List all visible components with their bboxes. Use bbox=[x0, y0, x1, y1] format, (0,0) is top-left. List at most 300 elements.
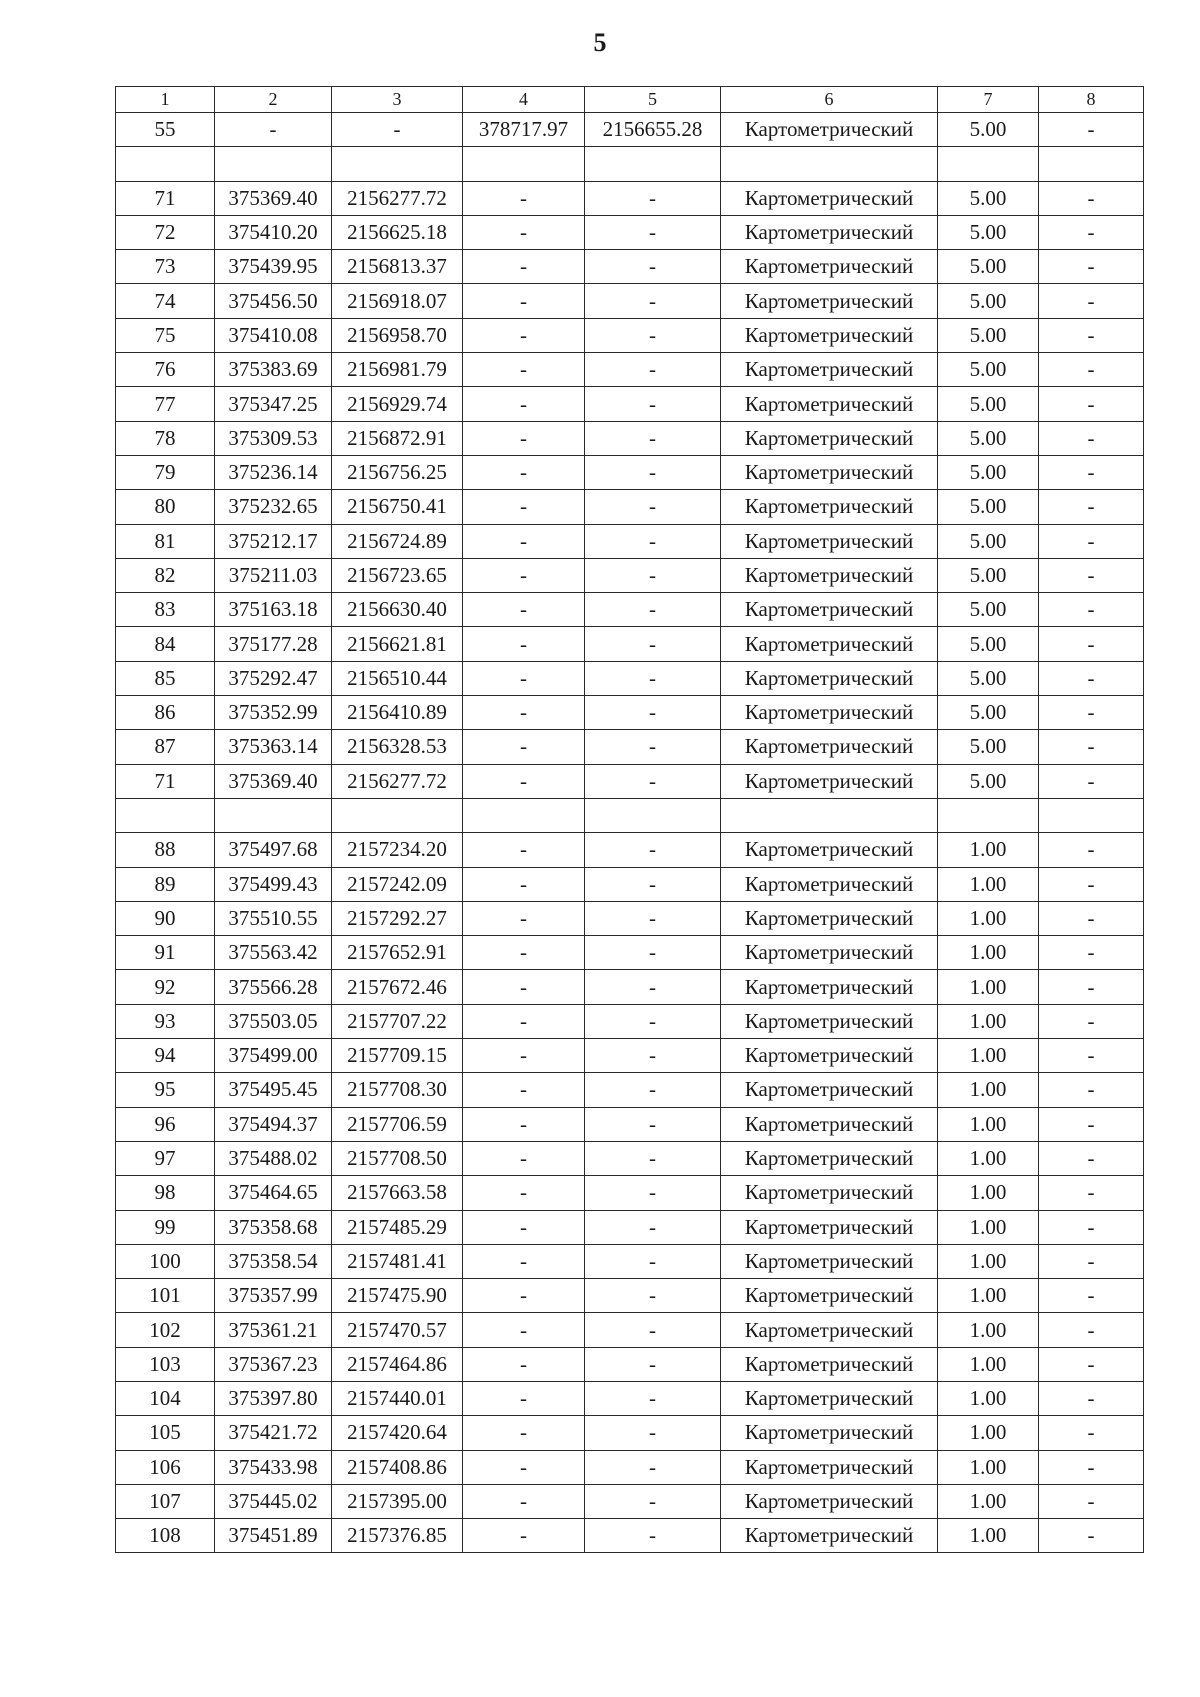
table-cell: 2157242.09 bbox=[332, 867, 463, 901]
table-row bbox=[116, 113, 1144, 147]
table-cell: Картометрический bbox=[721, 970, 938, 1004]
table-cell: Картометрический bbox=[721, 490, 938, 524]
table-cell: 88 bbox=[116, 833, 215, 867]
table-row bbox=[116, 1039, 1144, 1073]
table-row bbox=[116, 490, 1144, 524]
table-cell: - bbox=[1039, 867, 1144, 901]
table-cell: - bbox=[1039, 1519, 1144, 1553]
table-row bbox=[116, 661, 1144, 695]
table-cell: - bbox=[585, 1176, 721, 1210]
table-cell: 1.00 bbox=[938, 1141, 1039, 1175]
table-cell: - bbox=[1039, 1484, 1144, 1518]
table-cell: 1.00 bbox=[938, 1519, 1039, 1553]
table-cell: - bbox=[1039, 1416, 1144, 1450]
table-cell: - bbox=[463, 353, 585, 387]
table-cell: Картометрический bbox=[721, 1244, 938, 1278]
table-row bbox=[116, 833, 1144, 867]
table-cell: 375309.53 bbox=[215, 421, 332, 455]
table-cell: 375421.72 bbox=[215, 1416, 332, 1450]
table-cell: - bbox=[463, 1073, 585, 1107]
table-cell: 375566.28 bbox=[215, 970, 332, 1004]
separator-row bbox=[116, 798, 1144, 832]
table-cell: 2156630.40 bbox=[332, 593, 463, 627]
table-cell: - bbox=[585, 661, 721, 695]
table-cell: Картометрический bbox=[721, 1519, 938, 1553]
table-cell: 5.00 bbox=[938, 387, 1039, 421]
table-cell: - bbox=[585, 558, 721, 592]
table-cell: Картометрический bbox=[721, 593, 938, 627]
table-cell: - bbox=[463, 524, 585, 558]
table-cell: - bbox=[463, 593, 585, 627]
table-cell: 1.00 bbox=[938, 1073, 1039, 1107]
table-cell: 82 bbox=[116, 558, 215, 592]
table-cell: 100 bbox=[116, 1244, 215, 1278]
table-cell: - bbox=[463, 1279, 585, 1313]
table-cell: - bbox=[585, 1381, 721, 1415]
table-cell: 2157663.58 bbox=[332, 1176, 463, 1210]
table-cell: 2156918.07 bbox=[332, 284, 463, 318]
table-cell: Картометрический bbox=[721, 833, 938, 867]
table-cell: 2157464.86 bbox=[332, 1347, 463, 1381]
table-cell: - bbox=[463, 490, 585, 524]
table-cell: - bbox=[1039, 730, 1144, 764]
table-cell: Картометрический bbox=[721, 696, 938, 730]
table-cell: 2157376.85 bbox=[332, 1519, 463, 1553]
table-cell: Картометрический bbox=[721, 318, 938, 352]
table-cell: - bbox=[1039, 250, 1144, 284]
table-cell: 5.00 bbox=[938, 353, 1039, 387]
table-cell: Картометрический bbox=[721, 1004, 938, 1038]
table-cell: - bbox=[1039, 593, 1144, 627]
table-cell: 2157395.00 bbox=[332, 1484, 463, 1518]
table-row bbox=[116, 353, 1144, 387]
table-cell: 95 bbox=[116, 1073, 215, 1107]
table-cell: - bbox=[463, 284, 585, 318]
empty-cell bbox=[938, 147, 1039, 181]
table-cell: Картометрический bbox=[721, 1210, 938, 1244]
empty-cell bbox=[463, 798, 585, 832]
table-cell: - bbox=[463, 318, 585, 352]
table-cell: 75 bbox=[116, 318, 215, 352]
table-cell: 1.00 bbox=[938, 1450, 1039, 1484]
table-cell: - bbox=[332, 113, 463, 147]
table-cell: - bbox=[463, 1381, 585, 1415]
table-cell: 78 bbox=[116, 421, 215, 455]
table-cell: - bbox=[585, 215, 721, 249]
table-cell: 375358.54 bbox=[215, 1244, 332, 1278]
table-cell: Картометрический bbox=[721, 1313, 938, 1347]
table-cell: - bbox=[1039, 627, 1144, 661]
table-cell: 375211.03 bbox=[215, 558, 332, 592]
table-cell: 5.00 bbox=[938, 696, 1039, 730]
table-cell: 375163.18 bbox=[215, 593, 332, 627]
table-cell: 5.00 bbox=[938, 318, 1039, 352]
table-cell: Картометрический bbox=[721, 730, 938, 764]
table-cell: 105 bbox=[116, 1416, 215, 1450]
table-cell: 86 bbox=[116, 696, 215, 730]
table-cell: - bbox=[463, 387, 585, 421]
empty-cell bbox=[585, 798, 721, 832]
table-cell: 5.00 bbox=[938, 730, 1039, 764]
table-cell: - bbox=[463, 421, 585, 455]
table-cell: Картометрический bbox=[721, 353, 938, 387]
column-header: 1 bbox=[116, 87, 215, 113]
column-header: 8 bbox=[1039, 87, 1144, 113]
table-cell: 72 bbox=[116, 215, 215, 249]
table-cell: 375456.50 bbox=[215, 284, 332, 318]
table-cell: 103 bbox=[116, 1347, 215, 1381]
table-cell: 375488.02 bbox=[215, 1141, 332, 1175]
table-cell: - bbox=[1039, 490, 1144, 524]
table-row bbox=[116, 181, 1144, 215]
table-row bbox=[116, 284, 1144, 318]
table-cell: 102 bbox=[116, 1313, 215, 1347]
table-cell: 2156410.89 bbox=[332, 696, 463, 730]
table-cell: 2156723.65 bbox=[332, 558, 463, 592]
column-header: 6 bbox=[721, 87, 938, 113]
table-cell: - bbox=[1039, 1004, 1144, 1038]
table-cell: 71 bbox=[116, 764, 215, 798]
table-cell: Картометрический bbox=[721, 627, 938, 661]
table-row bbox=[116, 318, 1144, 352]
table-cell: 5.00 bbox=[938, 593, 1039, 627]
table-cell: Картометрический bbox=[721, 1484, 938, 1518]
table-row bbox=[116, 524, 1144, 558]
table-cell: - bbox=[463, 833, 585, 867]
table-cell: 2157481.41 bbox=[332, 1244, 463, 1278]
table-cell: 375503.05 bbox=[215, 1004, 332, 1038]
table-row bbox=[116, 1004, 1144, 1038]
table-cell: - bbox=[463, 1313, 585, 1347]
empty-cell bbox=[721, 798, 938, 832]
column-header: 5 bbox=[585, 87, 721, 113]
table-cell: - bbox=[585, 1484, 721, 1518]
table-cell: 1.00 bbox=[938, 936, 1039, 970]
table-cell: - bbox=[1039, 1107, 1144, 1141]
table-cell: Картометрический bbox=[721, 1416, 938, 1450]
table-cell: 2156958.70 bbox=[332, 318, 463, 352]
table-cell: Картометрический bbox=[721, 1381, 938, 1415]
table-cell: 90 bbox=[116, 901, 215, 935]
empty-cell bbox=[116, 798, 215, 832]
table-cell: - bbox=[1039, 833, 1144, 867]
table-cell: 2157475.90 bbox=[332, 1279, 463, 1313]
table-cell: 375494.37 bbox=[215, 1107, 332, 1141]
table-cell: 375369.40 bbox=[215, 764, 332, 798]
table-cell: 375212.17 bbox=[215, 524, 332, 558]
table-row bbox=[116, 730, 1144, 764]
table-cell: 5.00 bbox=[938, 421, 1039, 455]
table-cell: 2157485.29 bbox=[332, 1210, 463, 1244]
table-cell: Картометрический bbox=[721, 421, 938, 455]
table-cell: 375347.25 bbox=[215, 387, 332, 421]
table-cell: 2156655.28 bbox=[585, 113, 721, 147]
table-cell: 98 bbox=[116, 1176, 215, 1210]
table-cell: 375357.99 bbox=[215, 1279, 332, 1313]
table-cell: 2156724.89 bbox=[332, 524, 463, 558]
table-cell: 1.00 bbox=[938, 1004, 1039, 1038]
table-cell: - bbox=[463, 901, 585, 935]
table-row bbox=[116, 1381, 1144, 1415]
table-cell: - bbox=[463, 1039, 585, 1073]
table-cell: 55 bbox=[116, 113, 215, 147]
table-cell: 76 bbox=[116, 353, 215, 387]
table-cell: 375495.45 bbox=[215, 1073, 332, 1107]
table-cell: 1.00 bbox=[938, 1484, 1039, 1518]
table-cell: - bbox=[463, 627, 585, 661]
table-cell: - bbox=[1039, 1039, 1144, 1073]
table-cell: 106 bbox=[116, 1450, 215, 1484]
table-cell: - bbox=[585, 250, 721, 284]
table-cell: 2156872.91 bbox=[332, 421, 463, 455]
table-cell: 375439.95 bbox=[215, 250, 332, 284]
table-cell: - bbox=[1039, 524, 1144, 558]
table-cell: - bbox=[1039, 1141, 1144, 1175]
table-cell: - bbox=[585, 936, 721, 970]
table-cell: - bbox=[463, 455, 585, 489]
empty-cell bbox=[215, 798, 332, 832]
table-cell: 1.00 bbox=[938, 1176, 1039, 1210]
table-cell: - bbox=[1039, 1244, 1144, 1278]
table-cell: - bbox=[1039, 421, 1144, 455]
table-cell: 2157707.22 bbox=[332, 1004, 463, 1038]
table-cell: - bbox=[585, 284, 721, 318]
table-cell: 375369.40 bbox=[215, 181, 332, 215]
table-cell: 375383.69 bbox=[215, 353, 332, 387]
table-cell: - bbox=[1039, 1450, 1144, 1484]
table-row bbox=[116, 1073, 1144, 1107]
table-cell: - bbox=[463, 1519, 585, 1553]
table-cell: 97 bbox=[116, 1141, 215, 1175]
table-cell: Картометрический bbox=[721, 1141, 938, 1175]
table-cell: 1.00 bbox=[938, 1416, 1039, 1450]
table-cell: - bbox=[585, 1004, 721, 1038]
table-cell: - bbox=[463, 1210, 585, 1244]
table-cell: 375397.80 bbox=[215, 1381, 332, 1415]
table-cell: 1.00 bbox=[938, 867, 1039, 901]
table-cell: 2157470.57 bbox=[332, 1313, 463, 1347]
table-cell: - bbox=[1039, 1176, 1144, 1210]
table-cell: 5.00 bbox=[938, 627, 1039, 661]
table-cell: - bbox=[1039, 1313, 1144, 1347]
table-cell: 1.00 bbox=[938, 970, 1039, 1004]
table-cell: 2156277.72 bbox=[332, 764, 463, 798]
table-row bbox=[116, 1176, 1144, 1210]
table-cell: 5.00 bbox=[938, 284, 1039, 318]
table-row bbox=[116, 1244, 1144, 1278]
table-row bbox=[116, 1450, 1144, 1484]
table-cell: 81 bbox=[116, 524, 215, 558]
table-cell: 378717.97 bbox=[463, 113, 585, 147]
table-cell: - bbox=[463, 558, 585, 592]
table-cell: - bbox=[585, 1519, 721, 1553]
table-cell: Картометрический bbox=[721, 661, 938, 695]
table-cell: 375358.68 bbox=[215, 1210, 332, 1244]
table-cell: Картометрический bbox=[721, 1279, 938, 1313]
table-row bbox=[116, 1210, 1144, 1244]
table-cell: Картометрический bbox=[721, 181, 938, 215]
table-cell: - bbox=[1039, 901, 1144, 935]
table-cell: - bbox=[1039, 1381, 1144, 1415]
table-cell: - bbox=[1039, 970, 1144, 1004]
table-cell: 2157234.20 bbox=[332, 833, 463, 867]
table-cell: 375292.47 bbox=[215, 661, 332, 695]
table-cell: - bbox=[585, 593, 721, 627]
table-cell: Картометрический bbox=[721, 901, 938, 935]
table-cell: 2157420.64 bbox=[332, 1416, 463, 1450]
table-cell: 101 bbox=[116, 1279, 215, 1313]
column-header: 3 bbox=[332, 87, 463, 113]
table-cell: - bbox=[463, 1244, 585, 1278]
table-cell: - bbox=[585, 901, 721, 935]
table-cell: - bbox=[585, 318, 721, 352]
table-cell: - bbox=[585, 764, 721, 798]
table-cell: 375410.08 bbox=[215, 318, 332, 352]
table-cell: - bbox=[585, 387, 721, 421]
table-header-row bbox=[116, 87, 1144, 113]
table-row bbox=[116, 1279, 1144, 1313]
table-cell: 94 bbox=[116, 1039, 215, 1073]
table-cell: - bbox=[1039, 661, 1144, 695]
table-row bbox=[116, 1484, 1144, 1518]
table-cell: - bbox=[585, 455, 721, 489]
table-cell: - bbox=[463, 1141, 585, 1175]
table-row bbox=[116, 250, 1144, 284]
coordinates-table bbox=[115, 86, 1144, 1553]
table-cell: 2156328.53 bbox=[332, 730, 463, 764]
table-row bbox=[116, 1416, 1144, 1450]
table-cell: 87 bbox=[116, 730, 215, 764]
table-row bbox=[116, 1519, 1144, 1553]
table-cell: Картометрический bbox=[721, 1450, 938, 1484]
empty-cell bbox=[215, 147, 332, 181]
table-cell: 92 bbox=[116, 970, 215, 1004]
table-row bbox=[116, 1107, 1144, 1141]
table-row bbox=[116, 455, 1144, 489]
table-cell: - bbox=[463, 1004, 585, 1038]
table-cell: 375433.98 bbox=[215, 1450, 332, 1484]
table-cell: - bbox=[463, 696, 585, 730]
table-cell: 96 bbox=[116, 1107, 215, 1141]
table-cell: - bbox=[463, 181, 585, 215]
table-cell: 1.00 bbox=[938, 1313, 1039, 1347]
table-cell: 2157708.30 bbox=[332, 1073, 463, 1107]
table-cell: 375510.55 bbox=[215, 901, 332, 935]
table-cell: - bbox=[1039, 1279, 1144, 1313]
table-cell: 2157706.59 bbox=[332, 1107, 463, 1141]
table-cell: 1.00 bbox=[938, 833, 1039, 867]
table-cell: - bbox=[585, 1279, 721, 1313]
table-cell: - bbox=[463, 215, 585, 249]
table-cell: 375236.14 bbox=[215, 455, 332, 489]
table-cell: 5.00 bbox=[938, 215, 1039, 249]
table-cell: - bbox=[463, 1416, 585, 1450]
table-cell: 2157652.91 bbox=[332, 936, 463, 970]
table-cell: - bbox=[585, 490, 721, 524]
table-cell: 2156277.72 bbox=[332, 181, 463, 215]
table-cell: 1.00 bbox=[938, 1039, 1039, 1073]
table-cell: - bbox=[585, 1039, 721, 1073]
table-cell: 5.00 bbox=[938, 250, 1039, 284]
table-cell: 1.00 bbox=[938, 1347, 1039, 1381]
table-row bbox=[116, 558, 1144, 592]
empty-cell bbox=[116, 147, 215, 181]
table-cell: 2157440.01 bbox=[332, 1381, 463, 1415]
table-cell: - bbox=[585, 1416, 721, 1450]
table-cell: Картометрический bbox=[721, 250, 938, 284]
table-cell: - bbox=[585, 1313, 721, 1347]
table-cell: 375361.21 bbox=[215, 1313, 332, 1347]
table-cell: 104 bbox=[116, 1381, 215, 1415]
table-cell: - bbox=[463, 970, 585, 1004]
table-cell: 5.00 bbox=[938, 490, 1039, 524]
table-cell: - bbox=[463, 730, 585, 764]
column-header: 4 bbox=[463, 87, 585, 113]
table-row bbox=[116, 1347, 1144, 1381]
table-cell: Картометрический bbox=[721, 215, 938, 249]
table-cell: 5.00 bbox=[938, 661, 1039, 695]
table-cell: 99 bbox=[116, 1210, 215, 1244]
table-cell: - bbox=[585, 181, 721, 215]
table-cell: - bbox=[463, 250, 585, 284]
table-cell: 5.00 bbox=[938, 558, 1039, 592]
table-cell: - bbox=[1039, 455, 1144, 489]
table-row bbox=[116, 901, 1144, 935]
table-cell: - bbox=[585, 730, 721, 764]
table-cell: 1.00 bbox=[938, 1381, 1039, 1415]
table-cell: Картометрический bbox=[721, 1073, 938, 1107]
table-cell: 85 bbox=[116, 661, 215, 695]
table-cell: - bbox=[1039, 318, 1144, 352]
table-row bbox=[116, 215, 1144, 249]
table-cell: 2156510.44 bbox=[332, 661, 463, 695]
table-cell: - bbox=[585, 1244, 721, 1278]
empty-cell bbox=[332, 147, 463, 181]
table-cell: 375563.42 bbox=[215, 936, 332, 970]
table-cell: Картометрический bbox=[721, 867, 938, 901]
table-cell: 375177.28 bbox=[215, 627, 332, 661]
table-cell: - bbox=[1039, 284, 1144, 318]
table-cell: 375367.23 bbox=[215, 1347, 332, 1381]
table-cell: 2157708.50 bbox=[332, 1141, 463, 1175]
table-cell: 375499.00 bbox=[215, 1039, 332, 1073]
table-cell: 5.00 bbox=[938, 764, 1039, 798]
table-cell: 108 bbox=[116, 1519, 215, 1553]
table-cell: Картометрический bbox=[721, 558, 938, 592]
table-cell: 375445.02 bbox=[215, 1484, 332, 1518]
page-number: 5 bbox=[593, 28, 607, 57]
empty-cell bbox=[1039, 798, 1144, 832]
table-cell: 375497.68 bbox=[215, 833, 332, 867]
table-row bbox=[116, 696, 1144, 730]
table-cell: 73 bbox=[116, 250, 215, 284]
table-cell: - bbox=[1039, 387, 1144, 421]
table-row bbox=[116, 936, 1144, 970]
table-cell: Картометрический bbox=[721, 936, 938, 970]
table-cell: - bbox=[463, 1450, 585, 1484]
table-cell: 71 bbox=[116, 181, 215, 215]
table-cell: - bbox=[1039, 1210, 1144, 1244]
empty-cell bbox=[1039, 147, 1144, 181]
table-cell: 83 bbox=[116, 593, 215, 627]
table-cell: 2156756.25 bbox=[332, 455, 463, 489]
table-cell: 89 bbox=[116, 867, 215, 901]
table-cell: 2156750.41 bbox=[332, 490, 463, 524]
table-cell: 107 bbox=[116, 1484, 215, 1518]
table-cell: 74 bbox=[116, 284, 215, 318]
table-cell: Картометрический bbox=[721, 284, 938, 318]
table-cell: 2156929.74 bbox=[332, 387, 463, 421]
